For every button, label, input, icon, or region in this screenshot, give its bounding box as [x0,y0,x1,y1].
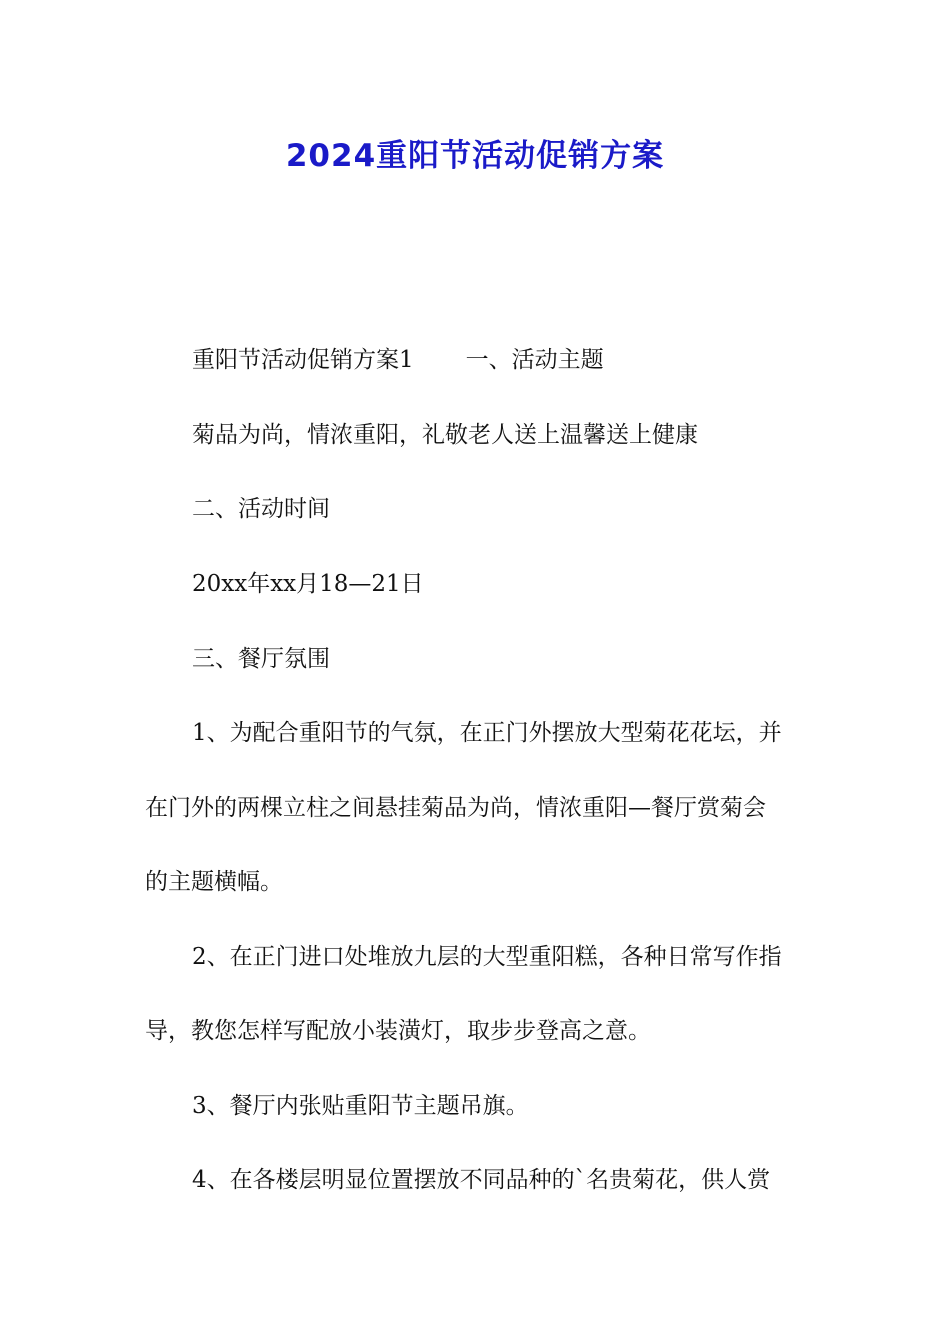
section2-text: 20xx年xx月18—21日 [192,571,424,597]
document-title: 2024重阳节活动促销方案 [285,138,665,174]
item1-line1: 1、为配合重阳节的气氛，在正门外摆放大型菊花花坛，并 [192,720,782,746]
item1-line2: 在门外的两棵立柱之间悬挂菊品为尚，情浓重阳—餐厅赏菊会 [145,795,766,821]
item3-line1: 3、餐厅内张贴重阳节主题吊旗。 [192,1093,529,1119]
item1-line3: 的主题横幅。 [145,869,283,895]
section3-title: 三、餐厅氛围 [192,646,330,672]
section1-title: 一、活动主题 [465,347,604,373]
intro-heading: 重阳节活动促销方案1 [192,347,414,373]
section1-text: 菊品为尚，情浓重阳，礼敬老人送上温馨送上健康 [192,422,698,448]
section2-title: 二、活动时间 [192,496,330,522]
item2-line1: 2、在正门进口处堆放九层的大型重阳糕，各种日常写作指 [192,944,782,970]
item4-line1: 4、在各楼层明显位置摆放不同品种的`名贵菊花，供人赏 [192,1167,771,1193]
item2-line2: 导，教您怎样写配放小装潢灯，取步步登高之意。 [145,1018,651,1044]
intro-line [192,345,862,375]
